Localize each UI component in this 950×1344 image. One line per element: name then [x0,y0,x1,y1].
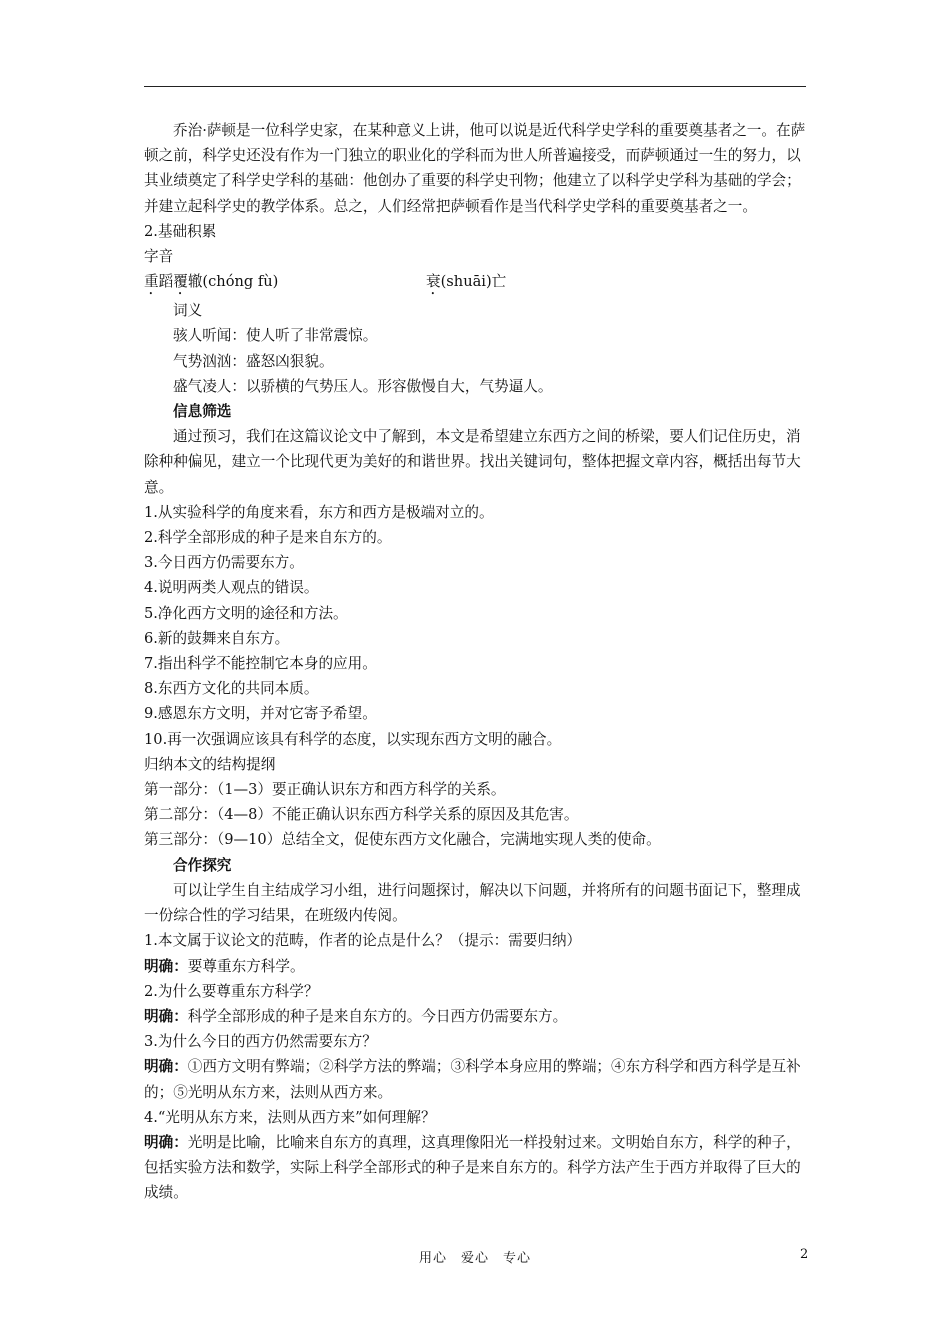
section-heading: 2.基础积累 [144,222,217,240]
answer-label: 明确： [144,957,188,975]
question: 4.“光明从东方来，法则从西方来”如何理解？ [144,1108,436,1126]
hezuo-paragraph: 可以让学生自主结成学习小组，进行问题探讨，解决以下问题，并将所有的问题书面记下，整理成一份综合性的学习结果，在班级内传阅。 [144,881,801,925]
structure-item: 第一部分：（1—3）要正确认识东方和西方科学的关系。 [144,781,506,799]
list-item: 3.今日西方仍需要东方。 [144,554,304,572]
answer-text: 要尊重东方科学。 [187,957,305,975]
ziyin-text: 辙(chóng fù) [187,273,279,291]
structure-item: 第二部分：（4—8）不能正确认识东西方科学关系的原因及其危害。 [144,806,579,824]
list-item: 1.从实验科学的角度来看，东方和西方是极端对立的。 [144,503,494,521]
answer [144,1054,806,1104]
ziyin-word-1 [144,269,426,298]
answer-text: ①西方文明有弊端；②科学方法的弊端；③科学本身应用的弊端；④东方科学和西方科学是互补的；⑤光明从东方来，法则从西方来。 [144,1058,801,1101]
answer-label: 明确： [144,1058,188,1076]
structure-title: 归纳本文的结构提纲 [144,755,276,773]
answer-label: 明确： [144,1007,188,1025]
list-item: 7.指出科学不能控制它本身的应用。 [144,655,377,673]
ziyin-char: 衰 [426,273,441,291]
header-rule [144,86,806,87]
page-number: 2 [800,1247,809,1262]
ziyin-line [144,269,806,298]
list-item: 6.新的鼓舞来自东方。 [144,629,290,647]
answer [144,1004,806,1029]
ziyin-char: 覆 [173,273,188,291]
answer-text: 科学全部形成的种子是来自东方的。今日西方仍需要东方。 [187,1007,568,1025]
question: 3.为什么今日的西方仍然需要东方？ [144,1033,377,1051]
footer-motto: 用心 爱心 专心 [418,1251,531,1266]
structure-item: 第三部分：（9—10）总结全文，促使东西方文化融合，完满地实现人类的使命。 [144,831,661,849]
answer [144,1130,806,1206]
ciyi-label: 词义 [173,302,203,320]
answer [144,954,806,979]
list-item: 5.净化西方文明的途径和方法。 [144,604,348,622]
ciyi-item: 气势汹汹：盛怒凶狠貌。 [173,352,334,370]
list-item: 4.说明两类人观点的错误。 [144,579,319,597]
xinxi-paragraph: 通过预习，我们在这篇议论文中了解到，本文是希望建立东西方之间的桥梁，要人们记住历史，消除种种偏见，建立一个比现代更为美好的和谐世界。找出关键词句，整体把握文章内容，概括出每节大意。 [144,428,801,496]
intro-paragraph: 乔治·萨顿是一位科学史家，在某种意义上讲，他可以说是近代科学史学科的重要奠基者之一。在萨顿之前，科学史还没有作为一门独立的职业化的学科而为世人所普遍接受，而萨顿通过一生的努力，以其业绩奠定了科学史学科的基础：他创办了重要的科学史刊物；他建立了以科学史学科为基础的学会；并建立起科学史的教学体系。总之，人们经常把萨顿看作是当代科学史学科的重要奠基者之一。 [144,122,806,215]
list-item: 8.东西方文化的共同本质。 [144,680,319,698]
page-body [144,118,806,1206]
ziyin-char: 蹈 [158,273,174,291]
question: 1.本文属于议论文的范畴，作者的论点是什么？（提示：需要归纳） [144,932,582,950]
ziyin-char: 重 [144,273,159,291]
list-item: 2.科学全部形成的种子是来自东方的。 [144,529,392,547]
ziyin-label: 字音 [144,248,174,266]
answer-text: 光明是比喻，比喻来自东方的真理，这真理像阳光一样投射过来。文明始自东方，科学的种子，包括实验方法和数学，实际上科学全部形式的种子是来自东方的。科学方法产生于西方并取得了巨大的成绩。 [144,1133,801,1202]
list-item: 10.再一次强调应该具有科学的态度，以实现东西方文明的融合。 [144,730,562,748]
section-heading: 信息筛选 [173,403,232,421]
section-heading: 合作探究 [173,856,232,874]
ziyin-text: (shuāi)亡 [440,273,507,291]
list-item: 9.感恩东方文明，并对它寄予希望。 [144,705,377,723]
answer-label: 明确： [144,1133,188,1151]
ziyin-word-2 [426,269,506,298]
ciyi-item: 骇人听闻：使人听了非常震惊。 [173,327,378,345]
question: 2.为什么要尊重东方科学？ [144,982,319,1000]
ciyi-item: 盛气凌人：以骄横的气势压人。形容傲慢自大，气势逼人。 [173,377,553,395]
